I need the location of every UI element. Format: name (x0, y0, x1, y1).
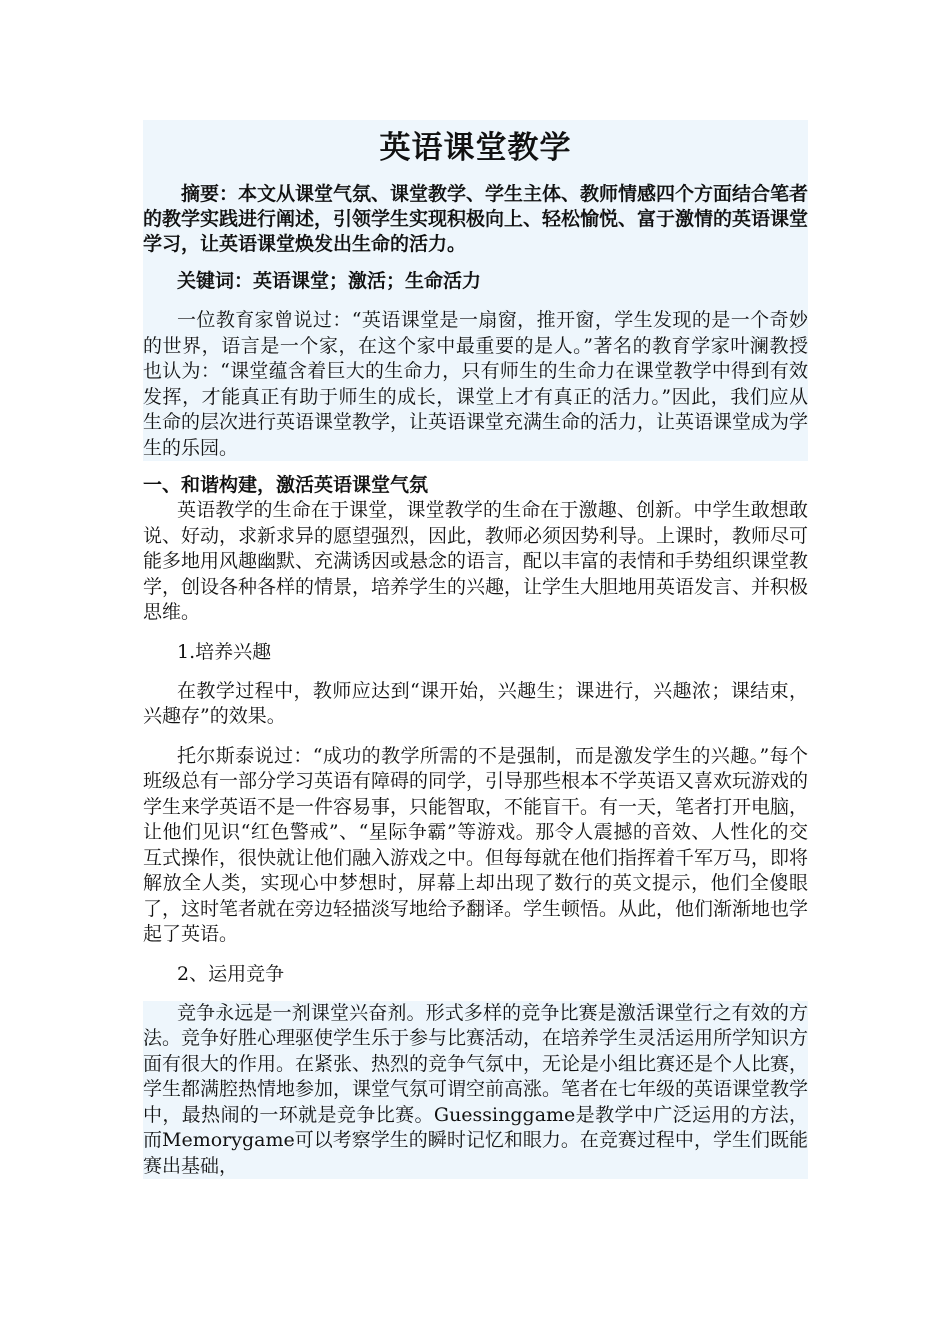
section-1-heading: 一、和谐构建，激活英语课堂气氛 (143, 474, 429, 496)
subsection-2-paragraph-1: 竞争永远是一剂课堂兴奋剂。形式多样的竞争比赛是激活课堂行之有效的方法。竞争好胜心理驱使学生乐于参与比赛活动，在培养学生灵活运用所学知识方面有很大的作用。在紧张、热烈的竞争气氛中，无论是小组比赛还是个人比赛，学生都满腔热情地参加，课堂气氛可谓空前高涨。笔者在七年级的英语课堂教学中，最热闹的一环就是竞争比赛。Guessinggame是教学中广泛运用的方法，而Memorygame可以考察学生的瞬时记忆和眼力。在竞赛过程中，学生们既能赛出基础， (143, 1001, 808, 1180)
section-1 (143, 473, 808, 1179)
section-1-paragraph: 英语教学的生命在于课堂，课堂教学的生命在于激趣、创新。中学生敢想敢说、好动，求新求异的愿望强烈，因此，教师必须因势利导。上课时，教师尽可能多地用风趣幽默、充满诱因或悬念的语言，配以丰富的表情和手势组织课堂教学，创设各种各样的情景，培养学生的兴趣，让学生大胆地用英语发言、并积极思维。 (143, 499, 809, 623)
subsection-1-heading: 1.培养兴趣 (177, 640, 272, 663)
subsection-2-heading: 2、运用竞争 (177, 962, 285, 985)
abstract: 摘要：本文从课堂气氛、课堂教学、学生主体、教师情感四个方面结合笔者的教学实践进行阐述，引领学生实现积极向上、轻松愉悦、富于激情的英语课堂学习，让英语课堂焕发出生命的活力。 (143, 183, 809, 255)
keywords: 关键词：英语课堂；激活；生命活力 (177, 270, 482, 292)
document-title: 英语课堂教学 (379, 130, 572, 166)
shaded-header-block (143, 120, 808, 461)
intro-paragraph: 一位教育家曾说过：“英语课堂是一扇窗，推开窗，学生发现的是一个奇妙的世界，语言是一个家，在这个家中最重要的是人。”著名的教育学家叶澜教授也认为：“课堂蕴含着巨大的生命力，只有师生的生命力在课堂教学中得到有效发挥，才能真正有助于师生的成长，课堂上才有真正的活力。”因此，我们应从生命的层次进行英语课堂教学，让英语课堂充满生命的活力，让英语课堂成为学生的乐园。 (143, 309, 809, 459)
subsection-1-paragraph-2: 托尔斯泰说过：“成功的教学所需的不是强制，而是激发学生的兴趣。”每个班级总有一部分学习英语有障碍的同学，引导那些根本不学英语又喜欢玩游戏的学生来学英语不是一件容易事，只能智取，不能盲干。有一天，笔者打开电脑，让他们见识“红色警戒”、“星际争霸”等游戏。那令人震撼的音效、人性化的交互式操作，很快就让他们融入游戏之中。但每每就在他们指挥着千军万马，即将解放全人类，实现心中梦想时，屏幕上却出现了数行的英文提示，他们全傻眼了，这时笔者就在旁边轻描淡写地给予翻译。学生顿悟。从此，他们渐渐地也学起了英语。 (143, 744, 809, 945)
document-page (143, 120, 808, 1179)
subsection-1-paragraph-1: 在教学过程中，教师应达到“课开始，兴趣生；课进行，兴趣浓；课结束，兴趣存”的效果。 (143, 679, 808, 727)
